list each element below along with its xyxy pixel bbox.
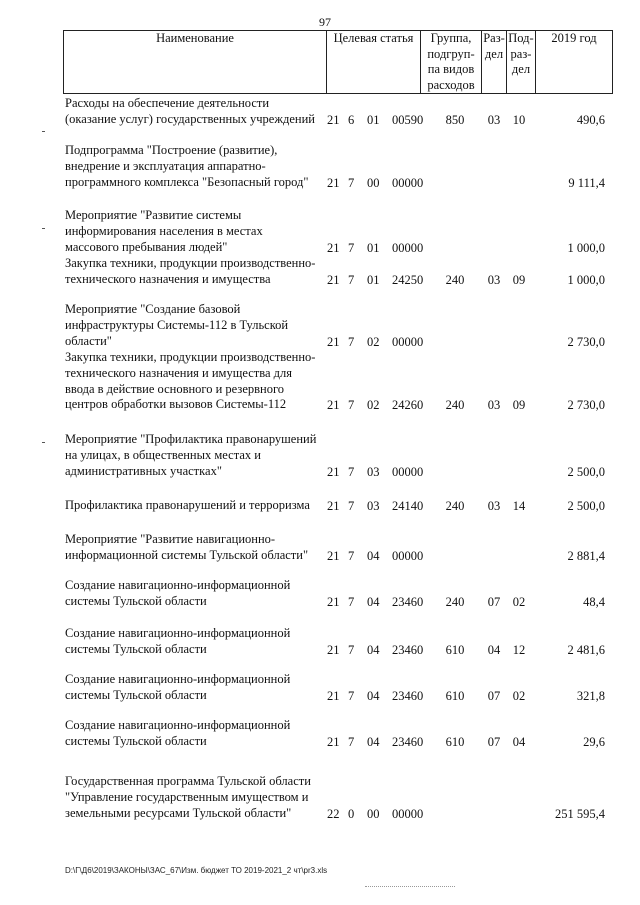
code-subprogram: 7: [348, 176, 355, 190]
code-subprogram: 7: [348, 398, 355, 412]
amount-2019: 490,6: [576, 113, 605, 127]
row-name: [65, 718, 327, 750]
row-name-line: земельными ресурсами Тульской области": [65, 805, 292, 820]
row-name-line: информационной системы Тульской области": [65, 547, 309, 562]
row-name-line: Расходы на обеспечение деятельности: [65, 96, 270, 110]
code-subprogram: 7: [348, 735, 355, 749]
table-header: [63, 30, 613, 94]
code-subprogram: 7: [348, 643, 355, 657]
subsection: 12: [512, 643, 526, 657]
code-program: 22: [327, 807, 340, 821]
expense-group: 610: [445, 643, 465, 657]
amount-2019: 2 881,4: [567, 549, 605, 563]
code-program: 21: [327, 595, 340, 609]
row-name-line: технического назначения и имущества для: [65, 365, 292, 380]
amount-2019: 2 500,0: [567, 499, 605, 513]
code-subprogram: 7: [348, 499, 355, 513]
row-name-line: Закупка техники, продукции производственно-: [65, 256, 316, 270]
code-subprogram: 0: [348, 807, 355, 821]
amount-2019: 48,4: [583, 595, 605, 609]
code-program: 21: [327, 241, 340, 255]
row-name-line: информирования населения в местах: [65, 223, 263, 238]
row-name-line: инфраструктуры Системы-112 в Тульской: [65, 317, 289, 332]
subsection: 02: [512, 689, 526, 703]
header-subsection: [507, 31, 535, 78]
row-name-line: системы Тульской области: [65, 687, 207, 702]
code-program: 21: [327, 335, 340, 349]
code-event: 04: [367, 735, 380, 749]
header-name: Наименование: [156, 31, 234, 45]
scan-speck: [42, 228, 45, 229]
code-direction: 23460: [392, 735, 424, 749]
code-program: 21: [327, 499, 340, 513]
row-name-line: центров обработки вызовов Системы-112: [65, 397, 287, 412]
code-subprogram: 7: [348, 689, 355, 703]
row-name: [65, 96, 327, 128]
code-direction: 00000: [392, 176, 424, 190]
code-direction: 24260: [392, 398, 424, 412]
code-program: 21: [327, 465, 340, 479]
section: 07: [487, 689, 501, 703]
row-name-line: Мероприятие "Профилактика правонарушений: [65, 432, 317, 446]
expense-group: 240: [445, 499, 465, 513]
subsection: 02: [512, 595, 526, 609]
code-subprogram: 7: [348, 595, 355, 609]
header-subsection-line: Под-: [508, 31, 534, 45]
header-section-line: Раз-: [483, 31, 505, 45]
code-program: 21: [327, 398, 340, 412]
row-name: [65, 626, 327, 658]
amount-2019: 251 595,4: [555, 807, 605, 821]
row-name-line: Профилактика правонарушений и терроризма: [65, 498, 310, 512]
row-name-line: (оказание услуг) государственных учреждений: [65, 111, 315, 126]
subsection: 09: [512, 398, 526, 412]
code-program: 21: [327, 273, 340, 287]
code-program: 21: [327, 549, 340, 563]
row-name-line: Мероприятие "Создание базовой: [65, 302, 241, 316]
code-direction: 00000: [392, 465, 424, 479]
row-name: [65, 208, 327, 255]
file-path-footer: D:\Г\Д6\2019\ЗАКОНЫ\ЗАС_67\Изм. бюджет ТО 2019-2021_2 чт\pr3.xls: [65, 866, 328, 875]
row-name-line: ввода в действие основного и резервного: [65, 381, 285, 396]
expense-group: 240: [445, 398, 465, 412]
amount-2019: 2 500,0: [567, 465, 605, 479]
expense-group: 610: [445, 689, 465, 703]
code-subprogram: 7: [348, 335, 355, 349]
code-event: 03: [367, 499, 380, 513]
row-name-line: на улицах, в общественных местах и: [65, 447, 261, 462]
header-year-2019: 2019 год: [551, 31, 597, 45]
row-name-line: Мероприятие "Развитие системы: [65, 208, 242, 222]
amount-2019: 2 481,6: [567, 643, 605, 657]
amount-2019: 29,6: [583, 735, 605, 749]
section: 03: [487, 273, 501, 287]
header-section-line: дел: [484, 46, 504, 61]
row-name: [65, 498, 327, 514]
row-name: [65, 774, 327, 821]
amount-2019: 9 111,4: [568, 176, 605, 190]
row-name: [65, 302, 327, 349]
expense-group: 610: [445, 735, 465, 749]
subsection: 14: [512, 499, 526, 513]
row-name-line: технического назначения и имущества: [65, 271, 271, 286]
row-name-line: внедрение и эксплуатация аппаратно-: [65, 158, 266, 173]
section: 04: [487, 643, 501, 657]
scan-speck: [42, 442, 45, 443]
row-name-line: программного комплекса "Безопасный город": [65, 174, 309, 189]
expense-group: 240: [445, 595, 465, 609]
code-direction: 23460: [392, 595, 424, 609]
header-expense-group-line: подгруп-: [427, 46, 475, 61]
row-name: [65, 532, 327, 564]
code-direction: 23460: [392, 643, 424, 657]
page-number: 97: [319, 15, 331, 29]
code-subprogram: 7: [348, 549, 355, 563]
row-name-line: области": [65, 333, 112, 348]
header-expense-group: [421, 31, 481, 93]
code-direction: 00000: [392, 241, 424, 255]
expense-group: 240: [445, 273, 465, 287]
header-expense-group-line: Группа,: [430, 31, 472, 45]
row-name-line: Создание навигационно-информационной: [65, 672, 291, 686]
amount-2019: 321,8: [576, 689, 605, 703]
section: 03: [487, 398, 501, 412]
row-name: [65, 143, 327, 190]
row-name-line: Мероприятие "Развитие навигационно-: [65, 532, 276, 546]
subsection: 04: [512, 735, 526, 749]
section: 07: [487, 735, 501, 749]
section: 03: [487, 499, 501, 513]
code-event: 02: [367, 335, 380, 349]
code-direction: 24250: [392, 273, 424, 287]
code-direction: 00000: [392, 335, 424, 349]
code-subprogram: 7: [348, 241, 355, 255]
code-subprogram: 7: [348, 465, 355, 479]
amount-2019: 2 730,0: [567, 335, 605, 349]
header-target-article: Целевая статья: [333, 31, 414, 45]
code-event: 01: [367, 273, 380, 287]
row-name-line: Подпрограмма "Построение (развитие),: [65, 143, 278, 157]
row-name-line: Создание навигационно-информационной: [65, 626, 291, 640]
header-subsection-line: дел: [511, 62, 531, 76]
row-name-line: "Управление государственным имуществом и: [65, 789, 309, 804]
subsection: 09: [512, 273, 526, 287]
row-name-line: массового пребывания людей": [65, 239, 228, 254]
code-event: 04: [367, 549, 380, 563]
code-program: 21: [327, 113, 340, 127]
row-name: [65, 350, 327, 413]
subsection: 10: [512, 113, 526, 127]
code-direction: 23460: [392, 689, 424, 703]
row-name-line: Государственная программа Тульской области: [65, 774, 311, 788]
scan-artifact-line: [365, 886, 455, 888]
expense-group: 850: [445, 113, 465, 127]
code-direction: 24140: [392, 499, 424, 513]
amount-2019: 1 000,0: [567, 241, 605, 255]
row-name-line: Создание навигационно-информационной: [65, 718, 291, 732]
row-name-line: Создание навигационно-информационной: [65, 578, 291, 592]
code-direction: 00000: [392, 807, 424, 821]
code-event: 03: [367, 465, 380, 479]
row-name-line: системы Тульской области: [65, 593, 207, 608]
code-event: 02: [367, 398, 380, 412]
row-name-line: административных участках": [65, 463, 222, 478]
header-subsection-line: раз-: [510, 46, 532, 61]
amount-2019: 2 730,0: [567, 398, 605, 412]
header-expense-group-line: расходов: [427, 77, 475, 92]
code-event: 00: [367, 807, 380, 821]
row-name: [65, 672, 327, 704]
code-event: 01: [367, 113, 380, 127]
row-name: [65, 256, 327, 288]
section: 07: [487, 595, 501, 609]
code-program: 21: [327, 643, 340, 657]
row-name: [65, 578, 327, 610]
row-name-line: Закупка техники, продукции производственно-: [65, 350, 316, 364]
code-program: 21: [327, 735, 340, 749]
header-expense-group-line: па видов: [427, 62, 475, 76]
row-name: [65, 432, 327, 479]
code-program: 21: [327, 689, 340, 703]
code-direction: 00590: [392, 113, 424, 127]
code-program: 21: [327, 176, 340, 190]
row-name-line: системы Тульской области: [65, 641, 207, 656]
section: 03: [487, 113, 501, 127]
code-subprogram: 6: [348, 113, 355, 127]
header-section: [482, 31, 506, 62]
code-event: 00: [367, 176, 380, 190]
row-name-line: системы Тульской области: [65, 733, 207, 748]
code-event: 04: [367, 595, 380, 609]
code-event: 04: [367, 689, 380, 703]
code-event: 04: [367, 643, 380, 657]
code-event: 01: [367, 241, 380, 255]
amount-2019: 1 000,0: [567, 273, 605, 287]
scan-speck: [42, 131, 45, 132]
code-direction: 00000: [392, 549, 424, 563]
code-subprogram: 7: [348, 273, 355, 287]
